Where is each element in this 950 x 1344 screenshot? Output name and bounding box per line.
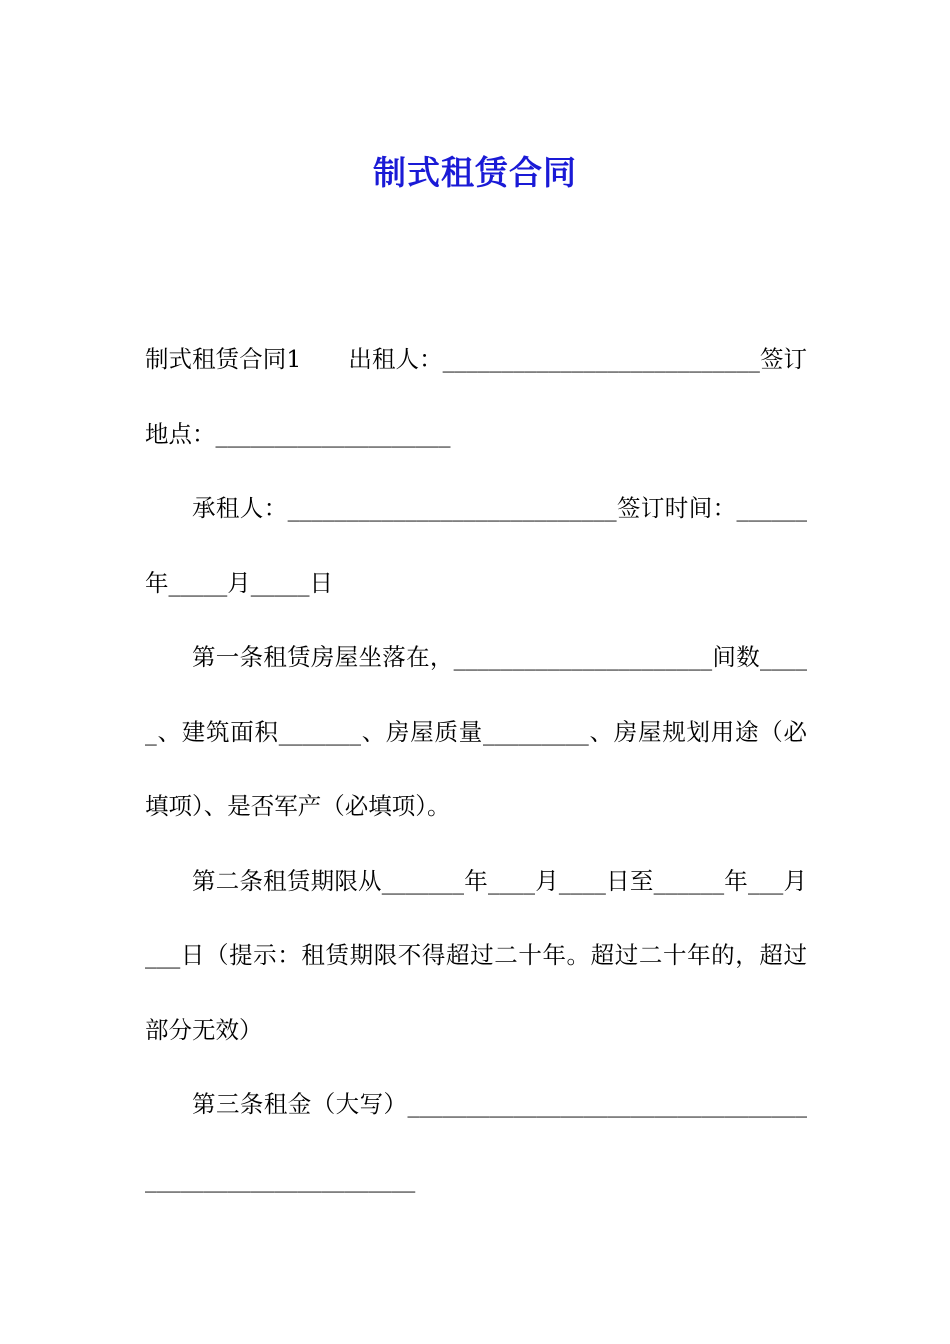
document-title: 制式租赁合同 xyxy=(373,153,577,193)
article-2-lease-term: 第二条租赁期限从_______年____月____日至______年___月___日（提示：租赁期限不得超过二十年。超过二十年的，超过部分无效） xyxy=(145,866,807,1044)
contract-parties-lessee: 承租人：____________________________签订时间：______年_____月_____日 xyxy=(145,494,807,597)
article-1-property-location: 第一条租赁房屋坐落在，______________________间数_____、建筑面积_______、房屋质量_________、房屋规划用途（必填项）、是否军产（必填项）。 xyxy=(145,643,807,820)
document-body xyxy=(145,322,807,1216)
article-3-rent: 第三条租金（大写）_________________________________________________________ xyxy=(145,1090,807,1193)
contract-parties-lessor: 制式租赁合同1 出租人：___________________________签订地点：____________________ xyxy=(145,345,807,448)
